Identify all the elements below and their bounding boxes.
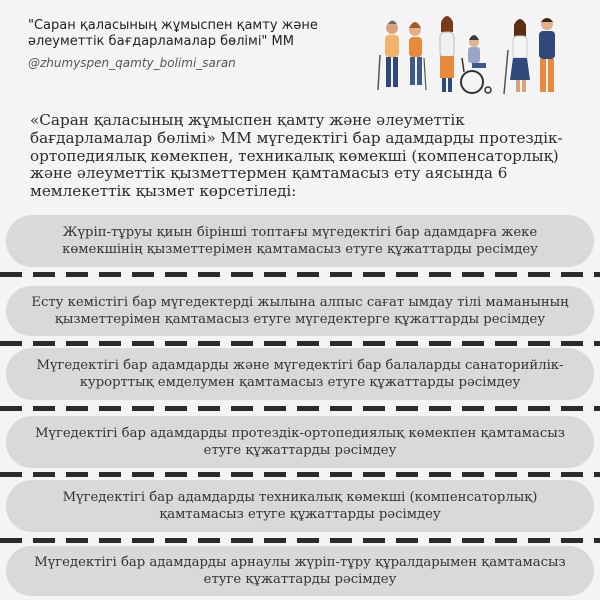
intro-text: «Саран қаласының жұмыспен қамту және әлеуметтік бағдарламалар бөлімі» ММ мүгедектігі бар адамдарды протездік-ортопедиялық көмекпен, техникалық көмекші (компенсаторлық) және әлеуметтік қызметтермен қамтамасыз ету аясында 6 мемлекеттік қызмет көрсетіледі: (30, 111, 563, 201)
dashed-divider (0, 272, 600, 277)
person-with-crutch-icon (504, 19, 530, 94)
wheelchair-user-icon (461, 35, 491, 93)
header (28, 18, 358, 70)
service-item-5: Мүгедектігі бар адамдарды техникалық көмекші (компенсаторлық) қамтамасыз етуге құжаттарды рәсімдеу (6, 480, 594, 532)
man-icon (539, 18, 555, 92)
service-item-4: Мүгедектігі бар адамдарды протездік-ортопедиялық көмекпен қамтамасыз етуге құжаттарды рәсімдеу (6, 416, 594, 468)
caregiver-icon (440, 16, 454, 92)
dashed-divider (0, 538, 600, 543)
account-handle: @zhumyspen_qamty_bolimi_saran (28, 56, 236, 70)
service-item-3: Мүгедектігі бар адамдарды және мүгедектігі бар балаларды санаторийлік-курорттық емделумен қамтамасыз етуге құжаттарды рәсімдеу (6, 348, 594, 400)
dashed-divider (0, 341, 600, 346)
dashed-divider (0, 472, 600, 477)
org-title: "Саран қаласының жұмыспен қамту және әлеуметтік бағдарламалар бөлімі" ММ (28, 18, 318, 49)
elderly-person-icon (378, 21, 399, 91)
woman-icon (409, 22, 426, 90)
service-item-1: Жүріп-тұруы қиын бірінші топтағы мүгедектігі бар адамдарға жеке көмекшінің қызметтерімен қамтамасыз етуге құжаттарды ресімдеу (6, 215, 594, 267)
dashed-divider (0, 406, 600, 411)
service-item-6: Мүгедектігі бар адамдарды арнаулы жүріп-тұру құралдарымен қамтамасыз етуге құжаттарды рәсімдеу (6, 546, 594, 596)
service-item-2: Есту кемістігі бар мүгедектерді жылына алпыс сағат ымдау тілі маманының қызметтерімен қамтамасыз етуге мүгедектерге құжаттарды ресімдеу (6, 286, 594, 336)
people-illustration (372, 10, 572, 102)
